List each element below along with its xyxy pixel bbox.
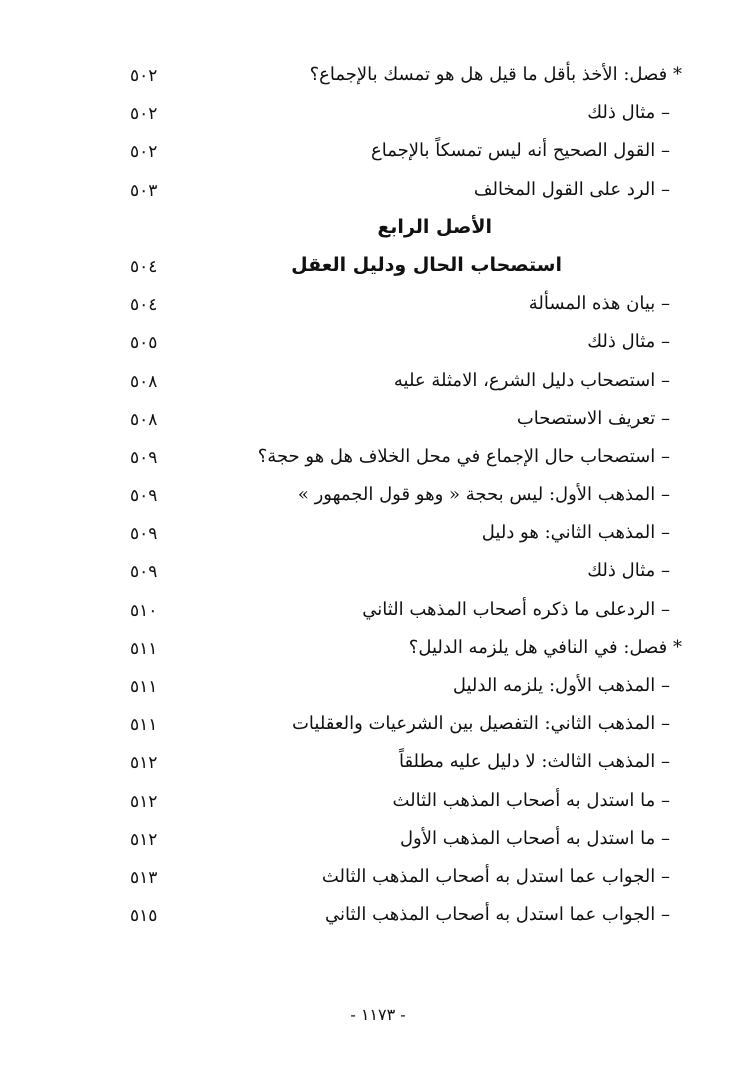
toc-page-number: ٥١١ — [130, 638, 158, 659]
toc-page-number: ٥١٠ — [130, 600, 158, 621]
toc-entry-title: – ما استدل به أصحاب المذهب الأول — [399, 827, 670, 849]
toc-page-number: ٥٠٤ — [130, 295, 158, 316]
chapter-subheading: استصحاب الحال ودليل العقل — [291, 253, 562, 276]
toc-entry-title: – مثال ذلك — [587, 102, 670, 124]
toc-page-number: ٥٠٨ — [130, 371, 158, 392]
toc-page-number: ٥٠٩ — [130, 447, 158, 468]
toc-entry-title: – الردعلى ما ذكره أصحاب المذهب الثاني — [362, 598, 670, 620]
toc-entry — [130, 552, 682, 590]
toc-entry — [130, 705, 682, 743]
toc-page-number: ٥٠٩ — [130, 486, 158, 507]
toc-page-number: ٥٠٨ — [130, 409, 158, 430]
toc-page-number: ٥٠٤ — [130, 256, 158, 277]
toc-entry-title: – الجواب عما استدل به أصحاب المذهب الثالث — [321, 865, 670, 887]
toc-page-number: ٥٠٥ — [130, 333, 158, 354]
toc-entry — [130, 896, 682, 934]
toc-entry-section — [130, 56, 682, 94]
toc-page-number: ٥١١ — [130, 677, 158, 697]
toc-entry — [130, 362, 682, 400]
toc-page-number: ٥٠٩ — [130, 524, 158, 545]
toc-page-number: ٥١٣ — [130, 867, 158, 888]
toc-entry-title: – القول الصحيح أنه ليس تمسكاً بالإجماع — [370, 140, 670, 162]
toc-entry — [130, 285, 682, 323]
toc-entry-title: – تعريف الاستصحاب — [516, 407, 670, 429]
toc-page-number: ٥١٥ — [130, 906, 158, 927]
toc-entry-title: – المذهب الأول: يلزمه الدليل — [452, 675, 670, 696]
toc-entry-title: – المذهب الثاني: هو دليل — [481, 522, 670, 544]
toc-entry-title: – استصحاب دليل الشرع، الامثلة عليه — [393, 369, 670, 391]
toc-entry — [130, 820, 682, 858]
toc-entry-title: – بيان هذه المسألة — [528, 293, 670, 315]
toc-entry — [130, 132, 682, 170]
toc-heading-row — [130, 209, 682, 247]
toc-heading-row — [130, 247, 682, 285]
toc-page-number: ٥١٢ — [130, 753, 158, 774]
toc-entry — [130, 782, 682, 820]
toc-entry — [130, 94, 682, 132]
toc-entry — [130, 667, 682, 705]
toc-page-number: ٥١٢ — [130, 829, 158, 850]
toc-entry — [130, 743, 682, 781]
toc-entry-title: – مثال ذلك — [587, 560, 670, 582]
toc-entry-title: – ما استدل به أصحاب المذهب الثالث — [392, 789, 670, 811]
toc-page-number: ٥١٢ — [130, 791, 158, 812]
toc-entry — [130, 400, 682, 438]
toc-entry — [130, 323, 682, 361]
toc-entry — [130, 514, 682, 552]
toc-entry — [130, 858, 682, 896]
toc-entry — [130, 591, 682, 629]
toc-page-number: ٥٠٩ — [130, 562, 158, 583]
toc-page-number: ٥١١ — [130, 715, 158, 736]
toc-page-number: ٥٠٢ — [130, 104, 158, 125]
toc-entry — [130, 438, 682, 476]
toc-entry-title: – الرد على القول المخالف — [473, 178, 670, 200]
toc-entry — [130, 171, 682, 209]
table-of-contents — [130, 56, 682, 934]
toc-entry-title: – الجواب عما استدل به أصحاب المذهب الثاني — [325, 904, 670, 926]
toc-entry-title: – المذهب الأول: ليس بحجة « وهو قول الجمهور » — [297, 484, 670, 506]
toc-entry-title: – مثال ذلك — [587, 331, 670, 353]
chapter-heading: الأصل الرابع — [377, 215, 492, 238]
toc-entry-title: – المذهب الثاني: التفصيل بين الشرعيات والعقليات — [291, 713, 670, 735]
toc-page-number: ٥٠٢ — [130, 142, 158, 163]
toc-page-number: ٥٠٣ — [130, 180, 158, 201]
toc-page-number: ٥٠٢ — [130, 66, 158, 86]
toc-entry-title: – استصحاب حال الإجماع في محل الخلاف هل هو حجة؟ — [257, 445, 670, 467]
toc-entry-title: * فصل: في النافي هل يلزمه الدليل؟ — [408, 636, 682, 658]
toc-entry-title: * فصل: الأخذ بأقل ما قيل هل هو تمسك بالإجماع؟ — [309, 64, 682, 85]
footer-page-number: - ١١٧٣ - — [350, 1005, 406, 1024]
toc-entry — [130, 476, 682, 514]
toc-entry-title: – المذهب الثالث: لا دليل عليه مطلقاً — [398, 751, 670, 773]
toc-entry-section — [130, 629, 682, 667]
